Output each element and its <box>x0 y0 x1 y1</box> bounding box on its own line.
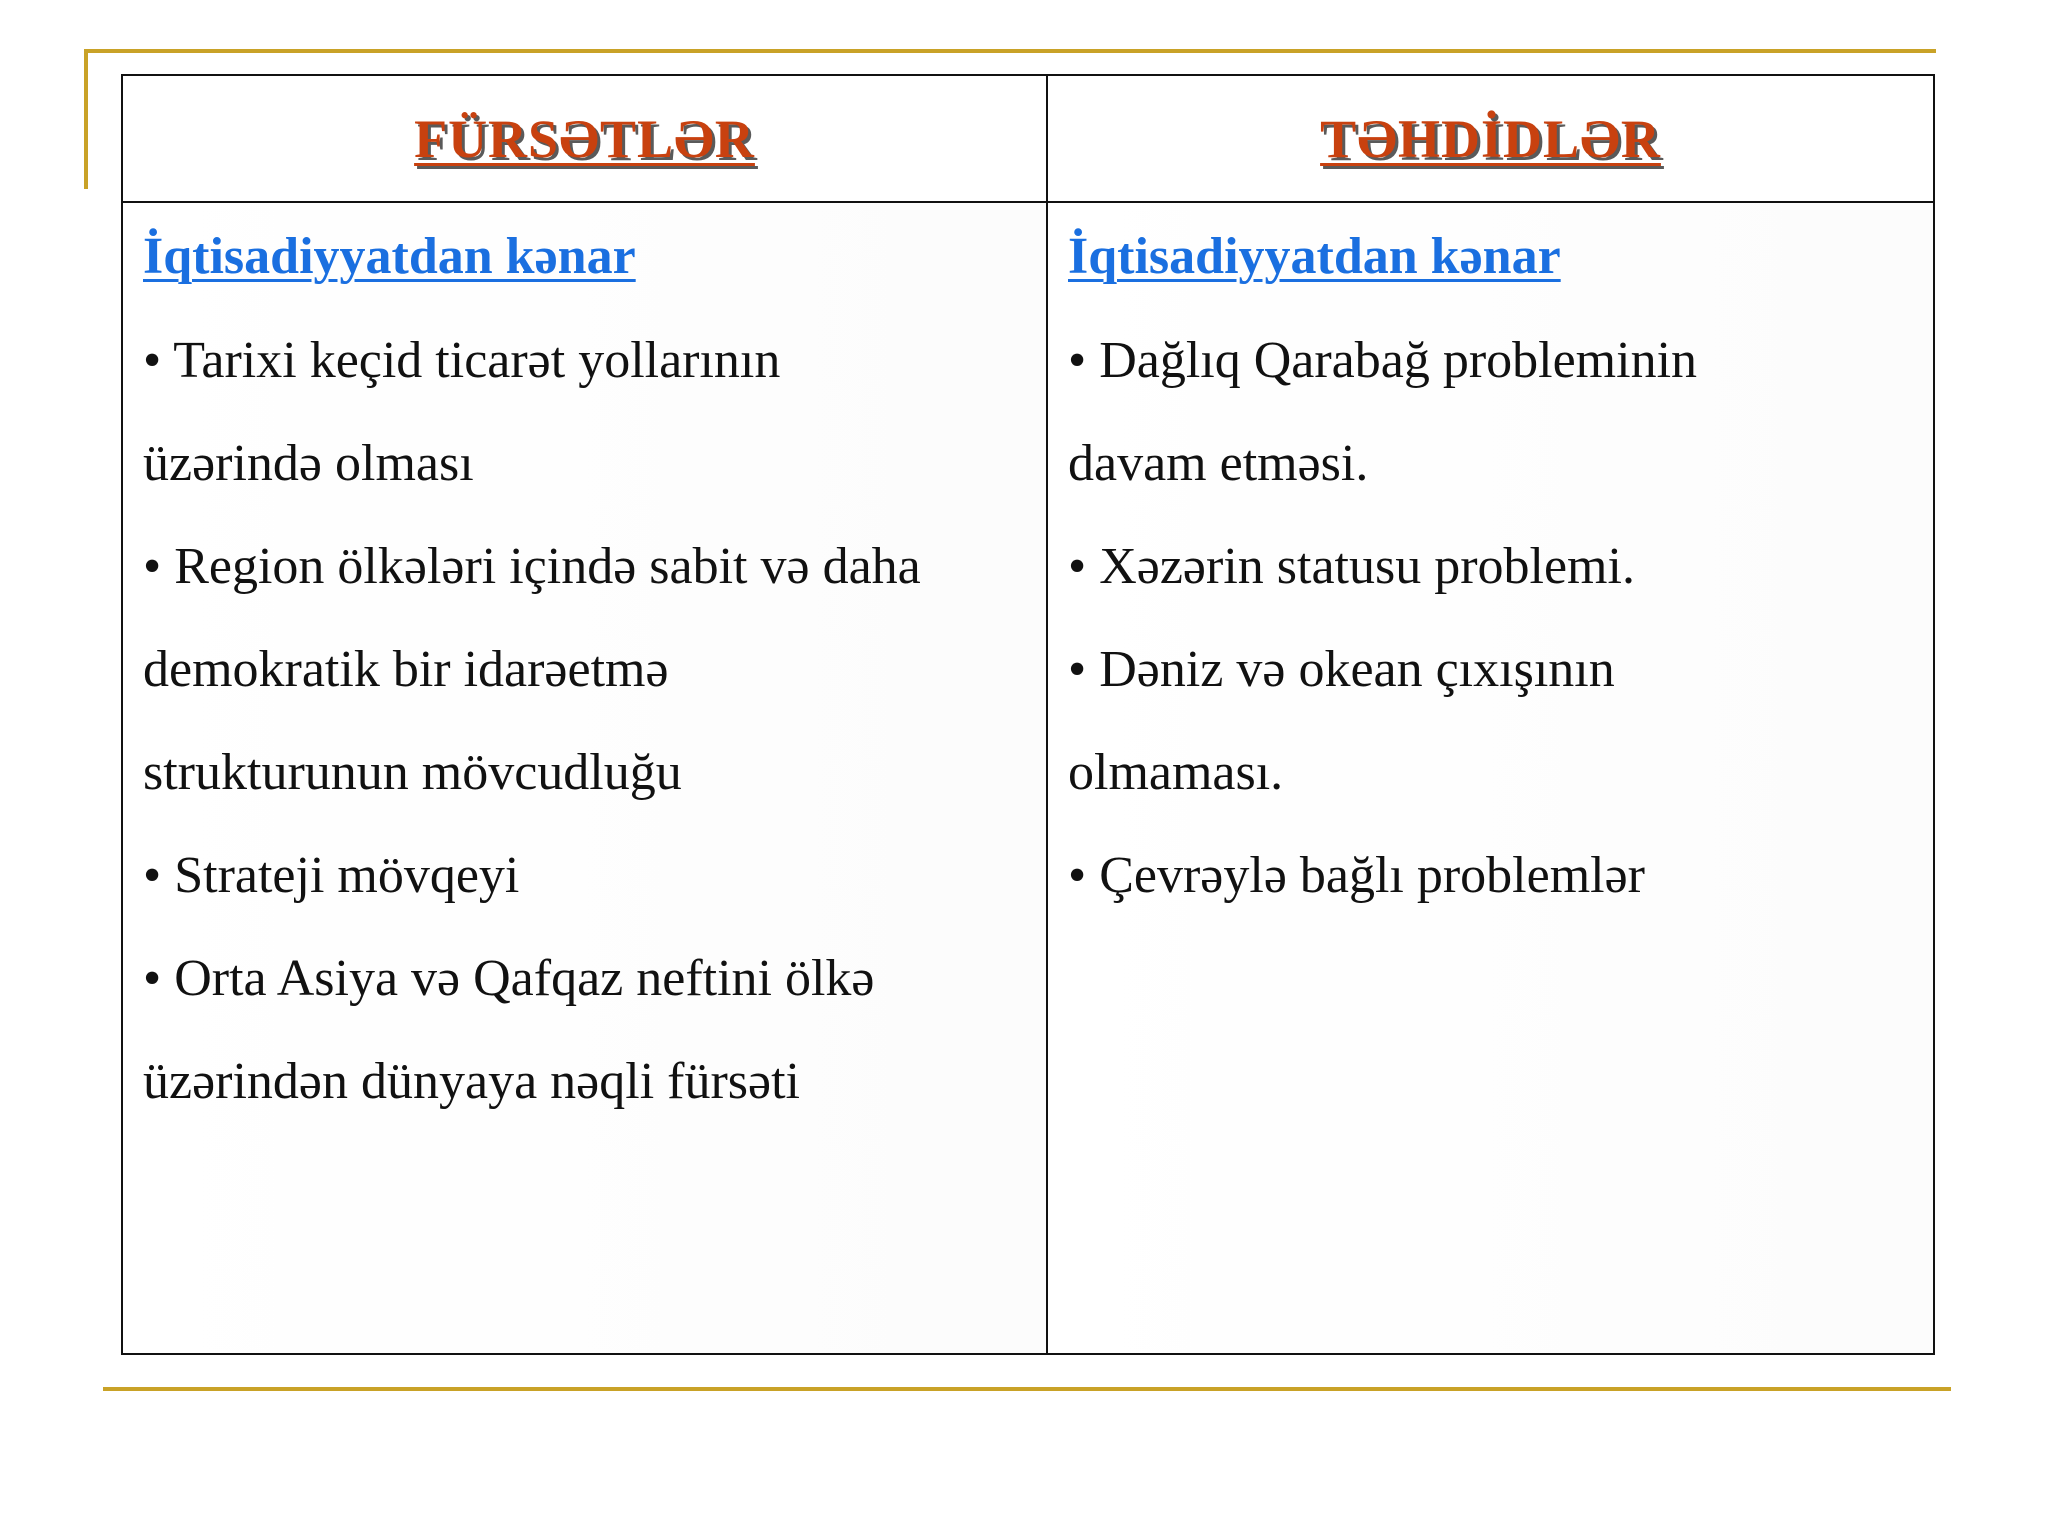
threats-line: davam etməsi. <box>1068 435 1369 492</box>
decorative-left-line <box>84 49 88 189</box>
opportunities-header-cell <box>123 76 1048 203</box>
opportunities-line: • Strateji mövqeyi <box>143 847 520 904</box>
opportunities-line: • Tarixi keçid ticarət yollarının <box>143 332 781 389</box>
opportunities-line: demokratik bir idarəetmə <box>143 641 669 698</box>
opportunities-line: üzərində olması <box>143 435 474 492</box>
opportunities-subheading: İqtisadiyyatdan kənar <box>143 228 636 285</box>
threats-line: • Dağlıq Qarabağ probleminin <box>1068 332 1698 389</box>
opportunities-line: • Region ölkələri içində sabit və daha <box>143 538 921 595</box>
threats-line: • Dəniz və okean çıxışının <box>1068 641 1615 698</box>
decorative-top-line <box>84 49 1936 53</box>
opportunities-line: üzərindən dünyaya nəqli fürsəti <box>143 1053 800 1110</box>
opportunities-line: • Orta Asiya və Qafqaz neftini ölkə <box>143 950 875 1007</box>
threats-header-cell <box>1048 76 1933 203</box>
threats-line: • Xəzərin statusu problemi. <box>1068 538 1635 595</box>
threats-line: olmaması. <box>1068 744 1284 801</box>
threats-body-cell <box>1048 203 1933 1353</box>
opportunities-line: strukturunun mövcudluğu <box>143 744 682 801</box>
swot-table <box>121 74 1935 1355</box>
threats-line: • Çevrəylə bağlı problemlər <box>1068 847 1646 904</box>
opportunities-heading: FÜRSƏTLƏR <box>414 108 755 169</box>
decorative-bottom-line <box>103 1387 1951 1391</box>
threats-heading: TƏHDİDLƏR <box>1320 108 1661 169</box>
opportunities-body-cell <box>123 203 1048 1353</box>
threats-subheading: İqtisadiyyatdan kənar <box>1068 228 1561 285</box>
